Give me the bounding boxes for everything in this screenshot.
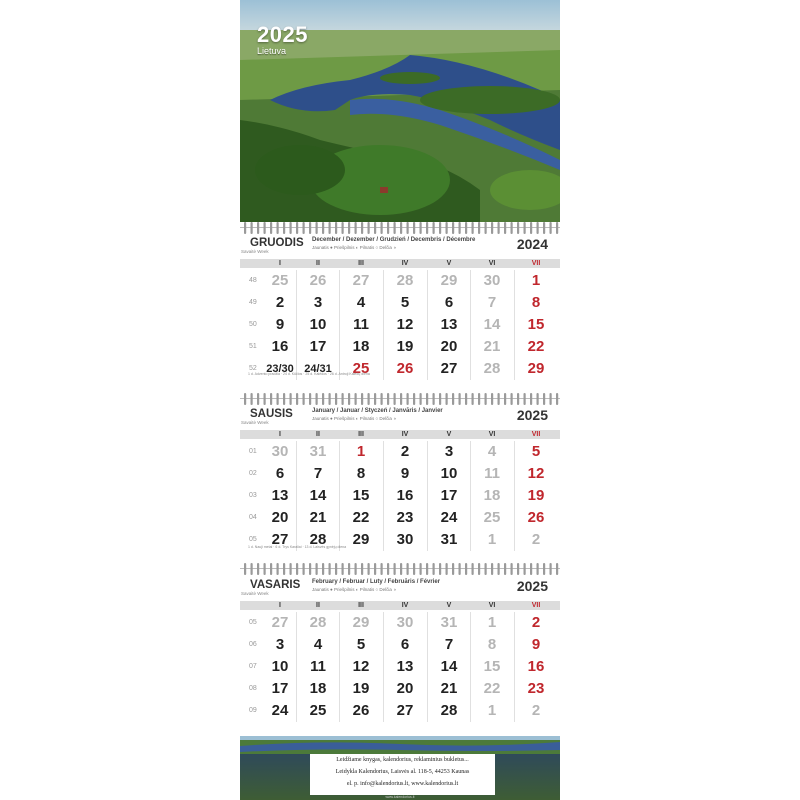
week-row xyxy=(240,656,560,678)
cover-year: 2025 xyxy=(257,22,308,47)
weekday-7: VII xyxy=(531,431,541,438)
grid-divider xyxy=(514,612,515,722)
calendar-day: 23 xyxy=(396,509,414,526)
month-block-february xyxy=(240,576,560,726)
week-row xyxy=(240,612,560,634)
calendar-day: 27 xyxy=(352,272,370,289)
grid-divider xyxy=(339,441,340,551)
weekday-6: VI xyxy=(488,602,496,609)
publisher-footer xyxy=(240,754,560,800)
calendar-day: 21 xyxy=(440,680,458,697)
calendar-day: 19 xyxy=(352,680,370,697)
calendar-day: 8 xyxy=(531,294,541,311)
calendar-day: 8 xyxy=(356,465,366,482)
grid-divider xyxy=(296,270,297,380)
grid-divider xyxy=(470,270,471,380)
month-year: 2024 xyxy=(516,236,548,252)
week-number: 48 xyxy=(249,277,257,284)
calendar-day: 6 xyxy=(275,465,285,482)
calendar-day: 31 xyxy=(440,614,458,631)
week-row xyxy=(240,678,560,700)
month-name: SAUSIS xyxy=(250,408,293,420)
spiral-binding xyxy=(240,392,560,406)
week-row xyxy=(240,441,560,463)
month-year: 2025 xyxy=(516,407,548,423)
weekday-5: V xyxy=(446,431,452,438)
calendar-day: 31 xyxy=(440,531,458,548)
weekday-header xyxy=(240,430,560,439)
calendar-day: 30 xyxy=(483,272,501,289)
grid-divider xyxy=(514,441,515,551)
calendar-day: 18 xyxy=(483,487,501,504)
grid-divider xyxy=(470,441,471,551)
publisher-line-3: el. p. info@kalendorius.lt, www.kalendorius.lt xyxy=(346,781,459,787)
grid-divider xyxy=(383,612,384,722)
calendar-day: 28 xyxy=(396,272,414,289)
week-number: 05 xyxy=(249,536,257,543)
calendar-day: 26 xyxy=(396,360,414,377)
weekday-5: V xyxy=(446,602,452,609)
calendar-day: 13 xyxy=(271,487,289,504)
calendar-day: 26 xyxy=(527,509,545,526)
spiral-binding xyxy=(240,562,560,576)
calendar-day: 7 xyxy=(313,465,323,482)
week-row xyxy=(240,463,560,485)
month-header xyxy=(240,576,560,602)
moon-phase-legend: Jaunatis ● Priešpilnis ◐ Pilnatis ○ Delčia ◑ xyxy=(312,587,396,592)
calendar-day: 23/30 xyxy=(266,363,294,375)
calendar-day: 4 xyxy=(487,443,497,460)
calendar-day: 11 xyxy=(484,465,500,482)
publisher-line-1: Leidžiame knygas, kalendorius, reklaminius bukletus... xyxy=(336,757,469,763)
calendar-day: 15 xyxy=(483,658,501,675)
weekday-1: I xyxy=(279,431,281,438)
calendar-day: 11 xyxy=(353,316,369,333)
weekday-2: II xyxy=(316,431,320,438)
calendar-day: 19 xyxy=(396,338,414,355)
weekday-7: VII xyxy=(531,602,541,609)
calendar-day: 28 xyxy=(483,360,501,377)
calendar-day: 23 xyxy=(527,680,545,697)
week-number: 03 xyxy=(249,492,257,499)
weekday-1: I xyxy=(279,260,281,267)
weekday-5: V xyxy=(446,260,452,267)
calendar-day: 1 xyxy=(356,443,366,460)
calendar-day: 16 xyxy=(396,487,414,504)
weekday-2: II xyxy=(316,260,320,267)
month-translations: February / Februar / Luty / Februāris / Février xyxy=(312,579,441,585)
calendar-day: 10 xyxy=(440,465,458,482)
calendar-day: 26 xyxy=(352,702,370,719)
calendar-day: 29 xyxy=(527,360,545,377)
calendar-day: 6 xyxy=(444,294,454,311)
calendar-day: 22 xyxy=(483,680,501,697)
month-translations: December / Dezember / Grudzień / Decembris / Décembre xyxy=(312,237,476,243)
grid-divider xyxy=(427,270,428,380)
calendar-day: 20 xyxy=(396,680,414,697)
month-block-december xyxy=(240,234,560,384)
week-row xyxy=(240,358,560,380)
calendar-day: 9 xyxy=(531,636,541,653)
calendar-day: 17 xyxy=(309,338,327,355)
calendar-day: 22 xyxy=(527,338,545,355)
month-notes: 1 d. Nauji metai · 6 d. Trys Karaliai · 13 d. Laisvės gynėjų diena xyxy=(248,545,347,549)
week-row xyxy=(240,507,560,529)
calendar-day: 27 xyxy=(271,614,289,631)
grid-divider xyxy=(339,612,340,722)
calendar-day: 30 xyxy=(396,531,414,548)
calendar-day: 16 xyxy=(271,338,289,355)
calendar-day: 1 xyxy=(531,272,541,289)
week-number: 09 xyxy=(249,707,257,714)
calendar-day: 18 xyxy=(309,680,327,697)
calendar-day: 14 xyxy=(309,487,327,504)
calendar-day: 2 xyxy=(275,294,285,311)
calendar-day: 2 xyxy=(531,702,541,719)
weekday-header xyxy=(240,601,560,610)
landscape-photo xyxy=(240,0,560,222)
calendar-day: 3 xyxy=(275,636,285,653)
week-number: 08 xyxy=(249,685,257,692)
weekday-header xyxy=(240,259,560,268)
week-row xyxy=(240,485,560,507)
grid-divider xyxy=(427,612,428,722)
week-row xyxy=(240,270,560,292)
calendar-day: 29 xyxy=(352,614,370,631)
calendar-day: 2 xyxy=(400,443,410,460)
calendar-day: 22 xyxy=(352,509,370,526)
weekday-4: IV xyxy=(401,260,409,267)
calendar-day: 12 xyxy=(527,465,545,482)
calendar-day: 15 xyxy=(352,487,370,504)
calendar-day: 3 xyxy=(313,294,323,311)
calendar-day: 24/31 xyxy=(304,363,332,375)
calendar-day: 28 xyxy=(440,702,458,719)
grid-divider xyxy=(339,270,340,380)
calendar-day: 9 xyxy=(400,465,410,482)
week-label: Savaitė Week xyxy=(241,420,269,425)
calendar-day: 12 xyxy=(396,316,414,333)
month-year: 2025 xyxy=(516,578,548,594)
weekday-2: II xyxy=(316,602,320,609)
calendar-day: 25 xyxy=(483,509,501,526)
week-row xyxy=(240,292,560,314)
calendar-day: 2 xyxy=(531,614,541,631)
week-number: 50 xyxy=(249,321,257,328)
calendar-day: 1 xyxy=(487,702,497,719)
calendar-day: 14 xyxy=(483,316,501,333)
calendar-day: 29 xyxy=(352,531,370,548)
calendar-day: 10 xyxy=(309,316,327,333)
footer-photo-strip xyxy=(240,736,560,754)
calendar-day: 11 xyxy=(310,658,326,675)
calendar-day: 12 xyxy=(352,658,370,675)
grid-divider xyxy=(470,612,471,722)
calendar-day: 17 xyxy=(440,487,458,504)
week-number: 51 xyxy=(249,343,257,350)
calendar-day: 5 xyxy=(531,443,541,460)
week-row xyxy=(240,336,560,358)
wall-calendar xyxy=(240,0,560,800)
calendar-day: 13 xyxy=(440,316,458,333)
calendar-day: 3 xyxy=(444,443,454,460)
calendar-day: 21 xyxy=(483,338,501,355)
week-number: 04 xyxy=(249,514,257,521)
week-label: Savaitė Week xyxy=(241,591,269,596)
weekday-6: VI xyxy=(488,431,496,438)
weekday-3: III xyxy=(358,431,364,438)
calendar-day: 9 xyxy=(275,316,285,333)
month-name: VASARIS xyxy=(250,579,301,591)
publisher-info-box xyxy=(310,754,495,795)
calendar-day: 31 xyxy=(309,443,327,460)
week-number: 02 xyxy=(249,470,257,477)
weekday-4: IV xyxy=(401,602,409,609)
month-notes: 1 d. Advento pradžia · 24 d. Kūčios · 25 d. Kalėdos · 26 d. Antroji Kalėdų diena xyxy=(248,372,370,376)
calendar-day: 27 xyxy=(271,531,289,548)
calendar-day: 1 xyxy=(487,531,497,548)
month-block-january xyxy=(240,405,560,555)
calendar-day: 14 xyxy=(440,658,458,675)
calendar-day: 2 xyxy=(531,531,541,548)
moon-phase-legend: Jaunatis ● Priešpilnis ◐ Pilnatis ○ Delčia ◑ xyxy=(312,245,396,250)
week-number: 49 xyxy=(249,299,257,306)
calendar-day: 30 xyxy=(271,443,289,460)
month-name: GRUODIS xyxy=(250,237,304,249)
calendar-day: 13 xyxy=(396,658,414,675)
calendar-day: 24 xyxy=(271,702,289,719)
calendar-day: 1 xyxy=(487,614,497,631)
grid-divider xyxy=(296,612,297,722)
week-number: 05 xyxy=(249,619,257,626)
calendar-day: 7 xyxy=(444,636,454,653)
grid-divider xyxy=(383,441,384,551)
month-translations: January / Januar / Styczeń / Janvāris / Janvier xyxy=(312,408,443,414)
calendar-day: 19 xyxy=(527,487,545,504)
calendar-day: 18 xyxy=(352,338,370,355)
calendar-day: 6 xyxy=(400,636,410,653)
calendar-day: 27 xyxy=(440,360,458,377)
grid-divider xyxy=(514,270,515,380)
calendar-day: 28 xyxy=(309,531,327,548)
calendar-day: 16 xyxy=(527,658,545,675)
spiral-binding xyxy=(240,221,560,235)
weekday-1: I xyxy=(279,602,281,609)
week-number: 07 xyxy=(249,663,257,670)
month-header xyxy=(240,234,560,260)
publisher-line-2: Leidykla Kalendorius, Laisvės al. 118-5, 44253 Kaunas xyxy=(335,769,470,775)
week-row xyxy=(240,314,560,336)
week-number: 52 xyxy=(249,365,257,372)
weekday-4: IV xyxy=(401,431,409,438)
calendar-day: 26 xyxy=(309,272,327,289)
calendar-day: 20 xyxy=(440,338,458,355)
calendar-day: 21 xyxy=(309,509,327,526)
week-row xyxy=(240,700,560,722)
week-number: 01 xyxy=(249,448,257,455)
calendar-day: 15 xyxy=(527,316,545,333)
week-number: 06 xyxy=(249,641,257,648)
calendar-day: 4 xyxy=(356,294,366,311)
weekday-6: VI xyxy=(488,260,496,267)
grid-divider xyxy=(296,441,297,551)
calendar-day: 30 xyxy=(396,614,414,631)
weekday-3: III xyxy=(358,602,364,609)
calendar-day: 17 xyxy=(271,680,289,697)
calendar-day: 4 xyxy=(313,636,323,653)
calendar-day: 8 xyxy=(487,636,497,653)
calendar-day: 5 xyxy=(400,294,410,311)
week-label: Savaitė Week xyxy=(241,249,269,254)
calendar-day: 28 xyxy=(309,614,327,631)
week-row xyxy=(240,634,560,656)
calendar-day: 20 xyxy=(271,509,289,526)
calendar-day: 25 xyxy=(352,360,370,377)
calendar-day: 10 xyxy=(271,658,289,675)
month-header xyxy=(240,405,560,431)
footer-code: www.kalendorius.lt xyxy=(385,795,415,799)
calendar-day: 25 xyxy=(309,702,327,719)
weekday-7: VII xyxy=(531,260,541,267)
cover-place: Lietuva xyxy=(257,46,287,56)
grid-divider xyxy=(383,270,384,380)
calendar-day: 25 xyxy=(271,272,289,289)
calendar-day: 7 xyxy=(487,294,497,311)
calendar-day: 5 xyxy=(356,636,366,653)
calendar-day: 27 xyxy=(396,702,414,719)
moon-phase-legend: Jaunatis ● Priešpilnis ◐ Pilnatis ○ Delčia ◑ xyxy=(312,416,396,421)
calendar-day: 29 xyxy=(440,272,458,289)
calendar-day: 24 xyxy=(440,509,458,526)
grid-divider xyxy=(427,441,428,551)
weekday-3: III xyxy=(358,260,364,267)
